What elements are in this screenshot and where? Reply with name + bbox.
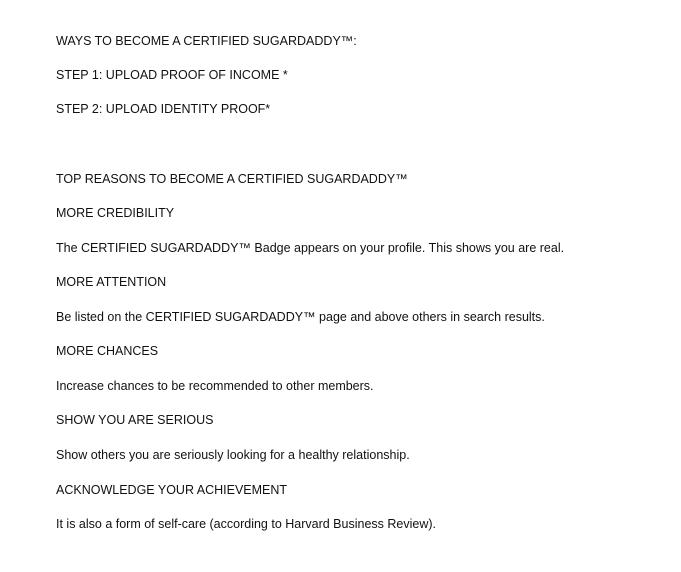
reason-chances-title: MORE CHANCES <box>56 344 159 358</box>
step-2-text: STEP 2: UPLOAD IDENTITY PROOF* <box>56 102 271 116</box>
top-reasons-heading: TOP REASONS TO BECOME A CERTIFIED SUGARDADDY™ <box>56 172 408 186</box>
reason-achievement-title: ACKNOWLEDGE YOUR ACHIEVEMENT <box>56 483 288 497</box>
reason-chances-text: Increase chances to be recommended to other members. <box>56 379 374 393</box>
ways-heading: WAYS TO BECOME A CERTIFIED SUGARDADDY™: <box>56 34 357 48</box>
reason-achievement-text: It is also a form of self-care (according to Harvard Business Review). <box>56 517 436 531</box>
reason-credibility-text: The CERTIFIED SUGARDADDY™ Badge appears on your profile. This shows you are real. <box>56 241 565 255</box>
reason-credibility-title: MORE CREDIBILITY <box>56 206 175 220</box>
reason-serious-text: Show others you are seriously looking for a healthy relationship. <box>56 448 410 462</box>
reason-serious-title: SHOW YOU ARE SERIOUS <box>56 413 214 427</box>
step-1-text: STEP 1: UPLOAD PROOF OF INCOME * <box>56 68 288 82</box>
reason-attention-title: MORE ATTENTION <box>56 275 167 289</box>
reason-attention-text: Be listed on the CERTIFIED SUGARDADDY™ page and above others in search results. <box>56 310 545 324</box>
